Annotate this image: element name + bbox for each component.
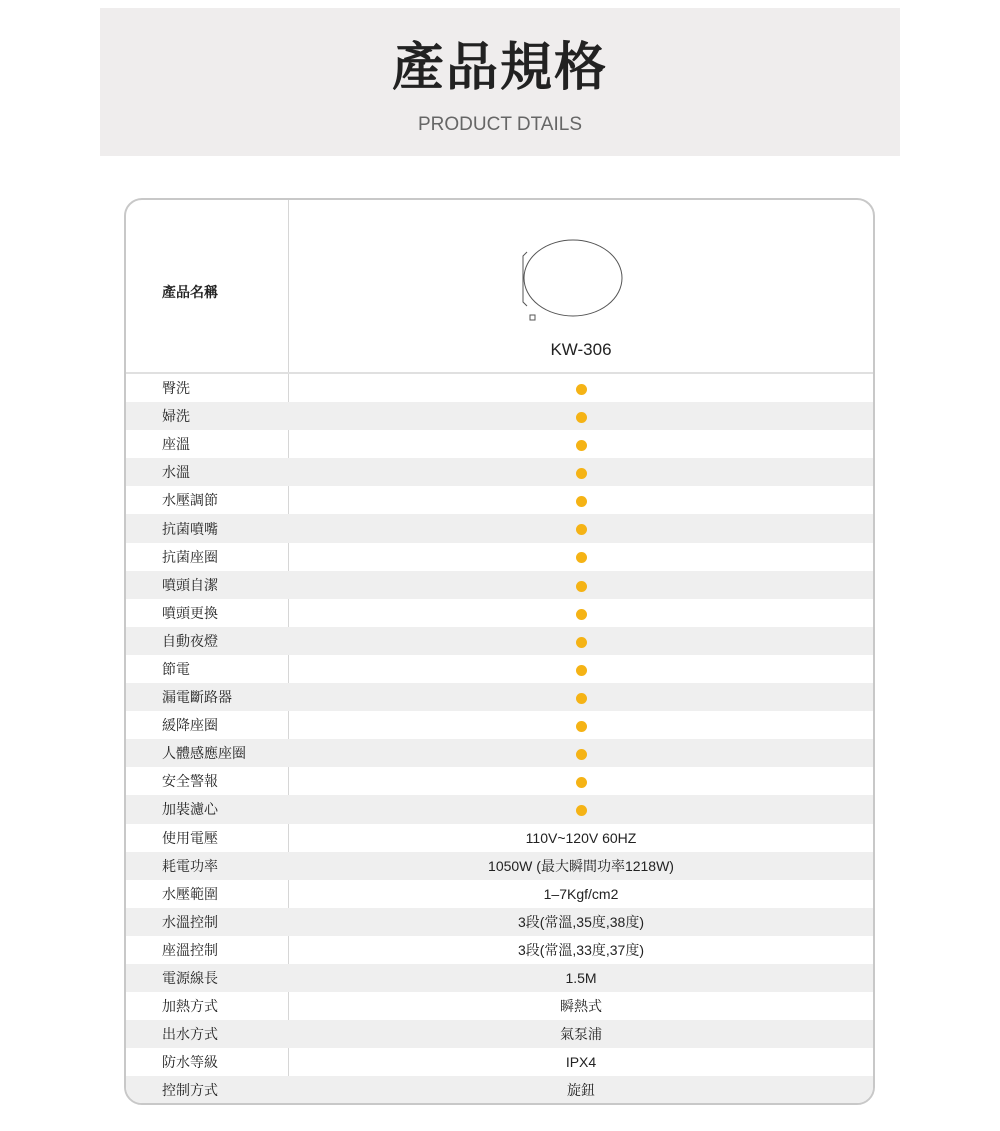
spec-label: 使用電壓 [162, 830, 218, 847]
spec-row [126, 936, 873, 964]
supported-dot-icon [576, 609, 587, 620]
product-name-label: 產品名稱 [162, 285, 218, 301]
supported-dot-icon [576, 693, 587, 704]
feature-label: 自動夜燈 [162, 633, 218, 650]
feature-row [126, 739, 873, 767]
feature-row [126, 430, 873, 458]
feature-label: 抗菌座圈 [162, 549, 218, 566]
feature-value [289, 436, 873, 452]
feature-label: 緩降座圈 [162, 718, 218, 735]
spec-row [126, 852, 873, 880]
spec-row [126, 964, 873, 992]
spec-value: 3段(常溫,35度,38度) [517, 913, 645, 930]
feature-row [126, 683, 873, 711]
feature-row [126, 458, 873, 486]
spec-row [126, 824, 873, 852]
spec-label: 水壓範圍 [162, 886, 218, 903]
feature-label: 座溫 [162, 437, 190, 454]
spec-label: 防水等級 [162, 1055, 218, 1072]
page-title: 產品規格 [391, 38, 608, 98]
feature-value [289, 549, 873, 565]
spec-label: 座溫控制 [162, 942, 218, 959]
spec-value: IPX4 [565, 1054, 597, 1071]
spec-value: 瞬熱式 [560, 998, 602, 1015]
feature-row [126, 402, 873, 430]
feature-value [289, 464, 873, 480]
feature-row [126, 711, 873, 739]
spec-row [126, 1076, 873, 1104]
supported-dot-icon [576, 665, 587, 676]
feature-value [289, 577, 873, 593]
spec-value: 110V~120V 60HZ [525, 829, 637, 846]
feature-value [289, 661, 873, 677]
supported-dot-icon [576, 412, 587, 423]
feature-value [289, 408, 873, 424]
feature-value [289, 717, 873, 733]
feature-value [289, 801, 873, 817]
feature-label: 漏電斷路器 [162, 690, 232, 707]
feature-row [126, 571, 873, 599]
spec-label: 電源線長 [162, 971, 218, 988]
supported-dot-icon [576, 581, 587, 592]
header-banner [100, 8, 900, 156]
feature-label: 噴頭更換 [162, 605, 218, 622]
feature-value [289, 773, 873, 789]
spec-value: 氣泵浦 [560, 1026, 602, 1043]
feature-row [126, 374, 873, 402]
product-name-row [126, 200, 873, 374]
spec-label: 耗電功率 [162, 858, 218, 875]
feature-label: 水溫 [162, 465, 190, 482]
toilet-seat-image [515, 238, 625, 322]
spec-row [126, 880, 873, 908]
spec-label: 控制方式 [162, 1083, 218, 1100]
spec-value: 1050W (最大瞬間功率1218W) [488, 857, 674, 874]
feature-row [126, 627, 873, 655]
supported-dot-icon [576, 777, 587, 788]
spec-row [126, 1020, 873, 1048]
feature-label: 加裝濾心 [162, 802, 218, 819]
spec-value: 1–7Kgf/cm2 [543, 885, 619, 902]
feature-label: 臀洗 [162, 381, 190, 398]
feature-row [126, 514, 873, 542]
supported-dot-icon [576, 440, 587, 451]
feature-row [126, 795, 873, 823]
spec-value: 3段(常溫,33度,37度) [517, 941, 645, 958]
spec-row [126, 992, 873, 1020]
feature-label: 人體感應座圈 [162, 746, 246, 763]
spec-label: 加熱方式 [162, 999, 218, 1016]
spec-label: 出水方式 [162, 1027, 218, 1044]
supported-dot-icon [576, 524, 587, 535]
feature-value [289, 745, 873, 761]
spec-value: 1.5M [565, 970, 597, 987]
feature-label: 婦洗 [162, 409, 190, 426]
supported-dot-icon [576, 749, 587, 760]
spec-value: 旋鈕 [567, 1082, 595, 1099]
supported-dot-icon [576, 552, 587, 563]
spec-row [126, 908, 873, 936]
feature-value [289, 605, 873, 621]
spec-table [124, 198, 875, 1105]
feature-row [126, 655, 873, 683]
spec-row [126, 1048, 873, 1076]
feature-label: 節電 [162, 661, 190, 678]
feature-label: 水壓調節 [162, 493, 218, 510]
supported-dot-icon [576, 496, 587, 507]
supported-dot-icon [576, 721, 587, 732]
feature-label: 安全警報 [162, 774, 218, 791]
feature-value [289, 380, 873, 396]
feature-value [289, 492, 873, 508]
feature-row [126, 543, 873, 571]
supported-dot-icon [576, 637, 587, 648]
model-name: KW-306 [550, 340, 612, 359]
page-subtitle: PRODUCT DTAILS [418, 114, 582, 135]
feature-row [126, 767, 873, 795]
feature-value [289, 633, 873, 649]
feature-row [126, 599, 873, 627]
feature-value [289, 689, 873, 705]
supported-dot-icon [576, 384, 587, 395]
spec-rows [126, 374, 873, 1104]
feature-value [289, 521, 873, 537]
spec-label: 水溫控制 [162, 914, 218, 931]
feature-row [126, 486, 873, 514]
feature-label: 抗菌噴嘴 [162, 521, 218, 538]
supported-dot-icon [576, 805, 587, 816]
feature-label: 噴頭自潔 [162, 577, 218, 594]
supported-dot-icon [576, 468, 587, 479]
